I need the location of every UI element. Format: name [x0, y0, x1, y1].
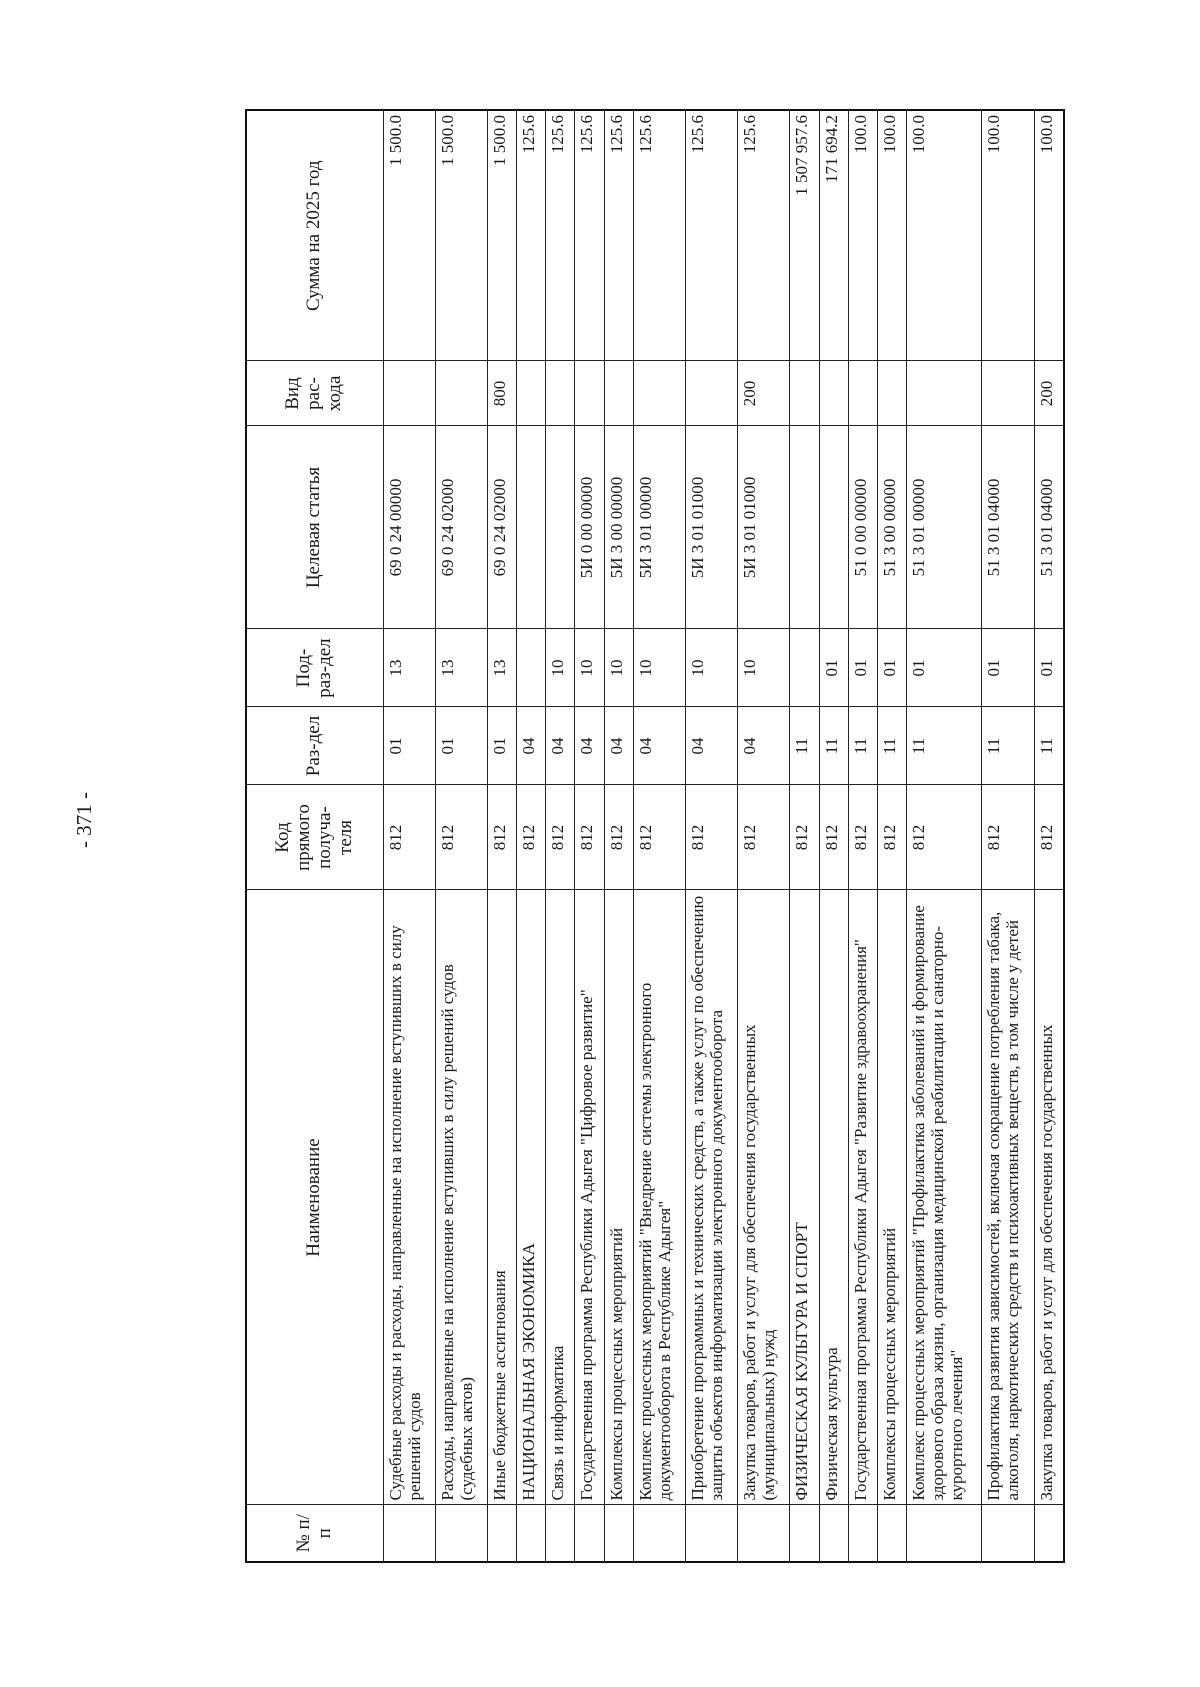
row-amount: 125.6	[546, 110, 575, 361]
row-target-article: 51 3 01 00000	[907, 426, 982, 629]
row-name: Комплекс процессных мероприятий "Профилактика заболеваний и формирование здорового образа жизни, организация медицинской реабилитации и санаторно-курортного лечения"	[907, 890, 982, 1505]
row-name: Судебные расходы и расходы, направленные на исполнение вступивших в силу решений судов	[383, 890, 435, 1505]
row-number	[982, 1505, 1034, 1562]
row-section: 04	[575, 707, 604, 785]
row-amount: 1 500.0	[435, 110, 487, 361]
row-name: Связь и информатика	[546, 890, 575, 1505]
row-expense-type	[383, 361, 435, 426]
row-expense-type	[877, 361, 906, 426]
header-section: Раз-дел	[246, 707, 383, 785]
row-recipient-code: 812	[790, 785, 819, 890]
table-row	[738, 110, 790, 1562]
row-subsection: 01	[877, 629, 906, 707]
row-amount: 100.0	[907, 110, 982, 361]
header-num: № п/п	[246, 1505, 383, 1562]
table-row	[383, 110, 435, 1562]
row-subsection: 10	[633, 629, 685, 707]
header-name: Наименование	[246, 890, 383, 1505]
row-subsection: 01	[1034, 629, 1064, 707]
row-name: Закупка товаров, работ и услуг для обеспечения государственных	[1034, 890, 1064, 1505]
row-target-article	[819, 426, 848, 629]
row-target-article: 5И 3 01 01000	[685, 426, 737, 629]
row-amount: 125.6	[633, 110, 685, 361]
row-section: 04	[633, 707, 685, 785]
row-subsection: 13	[435, 629, 487, 707]
row-number	[575, 1505, 604, 1562]
row-subsection: 10	[685, 629, 737, 707]
row-amount: 171 694.2	[819, 110, 848, 361]
row-number	[738, 1505, 790, 1562]
row-recipient-code: 812	[738, 785, 790, 890]
row-expense-type	[575, 361, 604, 426]
row-section: 04	[604, 707, 633, 785]
row-name: Государственная программа Республики Адыгея "Развитие здравоохранения"	[848, 890, 877, 1505]
row-amount: 1 500.0	[487, 110, 516, 361]
row-name: Расходы, направленные на исполнение вступивших в силу решений судов (судебных актов)	[435, 890, 487, 1505]
row-expense-type	[517, 361, 546, 426]
table-row	[819, 110, 848, 1562]
row-target-article: 51 3 01 04000	[982, 426, 1034, 629]
row-expense-type	[907, 361, 982, 426]
table-row	[848, 110, 877, 1562]
header-row	[246, 110, 383, 1562]
row-number	[383, 1505, 435, 1562]
row-number	[435, 1505, 487, 1562]
row-recipient-code: 812	[685, 785, 737, 890]
row-target-article: 5И 0 00 00000	[575, 426, 604, 629]
row-name: Комплексы процессных мероприятий	[877, 890, 906, 1505]
row-name: Приобретение программных и технических средств, а также услуг по обеспечению защиты объектов информатизации электронного документооборота	[685, 890, 737, 1505]
header-amount-2025: Сумма на 2025 год	[246, 110, 383, 361]
row-name: Закупка товаров, работ и услуг для обеспечения государственных (муниципальных) нужд	[738, 890, 790, 1505]
row-subsection: 10	[738, 629, 790, 707]
table-row	[1034, 110, 1064, 1562]
row-recipient-code: 812	[604, 785, 633, 890]
row-number	[517, 1505, 546, 1562]
row-expense-type	[604, 361, 633, 426]
row-subsection: 01	[907, 629, 982, 707]
row-recipient-code: 812	[1034, 785, 1064, 890]
row-amount: 125.6	[575, 110, 604, 361]
table-row	[790, 110, 819, 1562]
row-section: 04	[738, 707, 790, 785]
row-expense-type	[633, 361, 685, 426]
row-number	[848, 1505, 877, 1562]
row-target-article: 69 0 24 00000	[383, 426, 435, 629]
row-subsection: 10	[546, 629, 575, 707]
budget-table	[245, 109, 1065, 1563]
row-number	[633, 1505, 685, 1562]
table-row	[685, 110, 737, 1562]
row-name: Комплексы процессных мероприятий	[604, 890, 633, 1505]
row-target-article: 51 3 00 00000	[877, 426, 906, 629]
row-number	[604, 1505, 633, 1562]
row-section: 01	[383, 707, 435, 785]
row-amount: 125.6	[738, 110, 790, 361]
row-expense-type	[685, 361, 737, 426]
row-expense-type	[982, 361, 1034, 426]
row-expense-type	[790, 361, 819, 426]
table-row	[982, 110, 1034, 1562]
row-subsection	[790, 629, 819, 707]
header-recipient-code: Код прямого получа-теля	[246, 785, 383, 890]
row-number	[819, 1505, 848, 1562]
row-amount: 100.0	[982, 110, 1034, 361]
row-target-article: 51 0 00 00000	[848, 426, 877, 629]
row-section: 11	[790, 707, 819, 785]
row-section: 01	[435, 707, 487, 785]
row-section: 04	[685, 707, 737, 785]
row-recipient-code: 812	[517, 785, 546, 890]
row-expense-type	[546, 361, 575, 426]
row-subsection: 01	[848, 629, 877, 707]
row-number	[790, 1505, 819, 1562]
row-recipient-code: 812	[575, 785, 604, 890]
row-amount: 100.0	[1034, 110, 1064, 361]
row-target-article: 51 3 01 04000	[1034, 426, 1064, 629]
row-subsection: 01	[819, 629, 848, 707]
row-recipient-code: 812	[819, 785, 848, 890]
row-expense-type	[435, 361, 487, 426]
row-section: 01	[487, 707, 516, 785]
row-number	[877, 1505, 906, 1562]
row-amount: 125.6	[604, 110, 633, 361]
row-target-article: 5И 3 00 00000	[604, 426, 633, 629]
row-recipient-code: 812	[982, 785, 1034, 890]
row-number	[487, 1505, 516, 1562]
row-subsection: 10	[604, 629, 633, 707]
table-row	[877, 110, 906, 1562]
row-subsection: 10	[575, 629, 604, 707]
row-target-article	[790, 426, 819, 629]
row-section: 11	[877, 707, 906, 785]
table-row	[907, 110, 982, 1562]
row-target-article	[546, 426, 575, 629]
row-amount: 1 500.0	[383, 110, 435, 361]
table-row	[517, 110, 546, 1562]
row-amount: 125.6	[685, 110, 737, 361]
row-name: Иные бюджетные ассигнования	[487, 890, 516, 1505]
row-target-article	[517, 426, 546, 629]
row-target-article: 69 0 24 02000	[487, 426, 516, 629]
row-section: 11	[819, 707, 848, 785]
rotated-table-container	[245, 111, 1065, 1563]
row-section: 11	[907, 707, 982, 785]
row-amount: 1 507 957.6	[790, 110, 819, 361]
header-subsection: Под-раз-дел	[246, 629, 383, 707]
row-recipient-code: 812	[435, 785, 487, 890]
row-subsection: 13	[383, 629, 435, 707]
header-expense-type: Вид рас-хода	[246, 361, 383, 426]
page-number: - 371 -	[72, 792, 96, 848]
row-number	[546, 1505, 575, 1562]
row-name: НАЦИОНАЛЬНАЯ ЭКОНОМИКА	[517, 890, 546, 1505]
row-section: 11	[1034, 707, 1064, 785]
row-number	[1034, 1505, 1064, 1562]
row-expense-type	[819, 361, 848, 426]
row-number	[685, 1505, 737, 1562]
table-body	[383, 110, 1064, 1562]
row-section: 04	[546, 707, 575, 785]
row-expense-type: 200	[738, 361, 790, 426]
row-subsection: 01	[982, 629, 1034, 707]
row-target-article: 5И 3 01 00000	[633, 426, 685, 629]
row-name: Государственная программа Республики Адыгея "Цифровое развитие"	[575, 890, 604, 1505]
row-amount: 125.6	[517, 110, 546, 361]
row-recipient-code: 812	[848, 785, 877, 890]
row-name: Физическая культура	[819, 890, 848, 1505]
table-row	[487, 110, 516, 1562]
row-subsection	[517, 629, 546, 707]
row-section: 11	[848, 707, 877, 785]
table-row	[435, 110, 487, 1562]
row-subsection: 13	[487, 629, 516, 707]
row-target-article: 5И 3 01 01000	[738, 426, 790, 629]
table-row	[633, 110, 685, 1562]
row-recipient-code: 812	[877, 785, 906, 890]
row-section: 11	[982, 707, 1034, 785]
row-recipient-code: 812	[633, 785, 685, 890]
header-target-article: Целевая статья	[246, 426, 383, 629]
row-name: ФИЗИЧЕСКАЯ КУЛЬТУРА И СПОРТ	[790, 890, 819, 1505]
table-row	[575, 110, 604, 1562]
row-amount: 100.0	[877, 110, 906, 361]
row-section: 04	[517, 707, 546, 785]
row-expense-type	[848, 361, 877, 426]
table-row	[604, 110, 633, 1562]
row-recipient-code: 812	[907, 785, 982, 890]
row-name: Комплекс процессных мероприятий "Внедрение системы электронного документооборота в Республике Адыгея"	[633, 890, 685, 1505]
row-amount: 100.0	[848, 110, 877, 361]
row-recipient-code: 812	[487, 785, 516, 890]
table-row	[546, 110, 575, 1562]
row-recipient-code: 812	[546, 785, 575, 890]
row-name: Профилактика развития зависимостей, включая сокращение потребления табака, алкоголя, наркотических средств и психоактивных веществ, в том числе у детей	[982, 890, 1034, 1505]
row-recipient-code: 812	[383, 785, 435, 890]
row-number	[907, 1505, 982, 1562]
row-target-article: 69 0 24 02000	[435, 426, 487, 629]
row-expense-type: 200	[1034, 361, 1064, 426]
row-expense-type: 800	[487, 361, 516, 426]
